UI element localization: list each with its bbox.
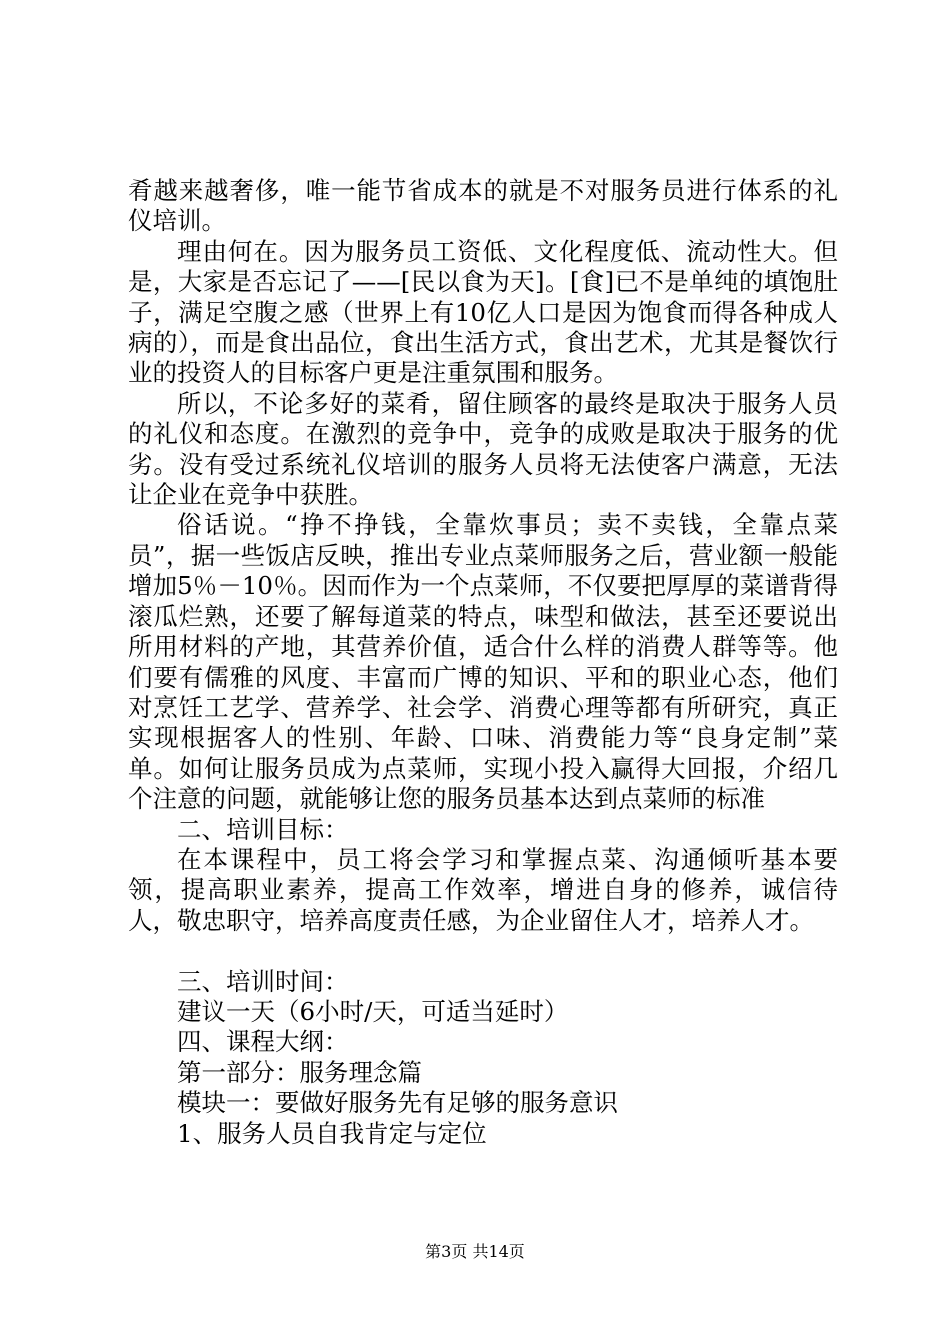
outline-item-one: 1、服务人员自我肯定与定位 <box>177 1118 487 1148</box>
paragraph-continuation: 肴越来越奢侈，唯一能节省成本的就是不对服务员进行体系的礼仪培训。 <box>128 176 838 236</box>
paragraph-training-time: 建议一天（6小时/天，可适当延时） <box>177 996 569 1026</box>
document-body <box>128 176 838 1149</box>
paragraph-ordering-staff: 俗话说。“挣不挣钱，全靠炊事员；卖不卖钱，全靠点菜员”，据一些饭店反映，推出专业点菜师服务之后，营业额一般能增加5％－10％。因而作为一个点菜师，不仅要把厚厚的菜谱背得滚瓜烂熟，还要了解每道菜的特点，味型和做法，甚至还要说出所用材料的产地，其营养价值，适合什么样的消费人群等等。他们要有儒雅的风度、丰富而广博的知识、平和的职业心态，他们对烹饪工艺学、营养学、社会学、消费心理等都有所研究，真正实现根据客人的性别、年龄、口味、消费能力等“良身定制”菜单。如何让服务员成为点菜师，实现小投入赢得大回报，介绍几个注意的问题，就能够让您的服务员基本达到点菜师的标准 <box>128 510 838 814</box>
heading-training-time: 三、培训时间： <box>177 966 349 996</box>
outline-module-one: 模块一：要做好服务先有足够的服务意识 <box>177 1088 618 1118</box>
blank-line <box>128 936 838 966</box>
paragraph-reason: 理由何在。因为服务员工资低、文化程度低、流动性大。但是，大家是否忘记了——[民以食为天]。[食]已不是单纯的填饱肚子，满足空腹之感（世界上有10亿人口是因为饱食而得各种成人病的），而是食出品位，食出生活方式，食出艺术，尤其是餐饮行业的投资人的目标客户更是注重氛围和服务。 <box>128 236 838 388</box>
paragraph-training-goals: 在本课程中，员工将会学习和掌握点菜、沟通倾听基本要领，提高职业素养，提高工作效率，增进自身的修养，诚信待人，敬忠职守，培养高度责任感，为企业留住人才，培养人才。 <box>128 844 838 935</box>
heading-course-outline: 四、课程大纲： <box>177 1027 349 1057</box>
paragraph-etiquette: 所以，不论多好的菜肴，留住顾客的最终是取决于服务人员的礼仪和态度。在激烈的竞争中，竞争的成败是取决于服务的优劣。没有受过系统礼仪培训的服务人员将无法使客户满意，无法让企业在竞争中获胜。 <box>128 388 838 510</box>
page-number-footer: 第3页 共14页 <box>425 1242 525 1261</box>
heading-training-goals: 二、培训目标： <box>177 814 349 844</box>
outline-part-one: 第一部分：服务理念篇 <box>177 1057 422 1087</box>
